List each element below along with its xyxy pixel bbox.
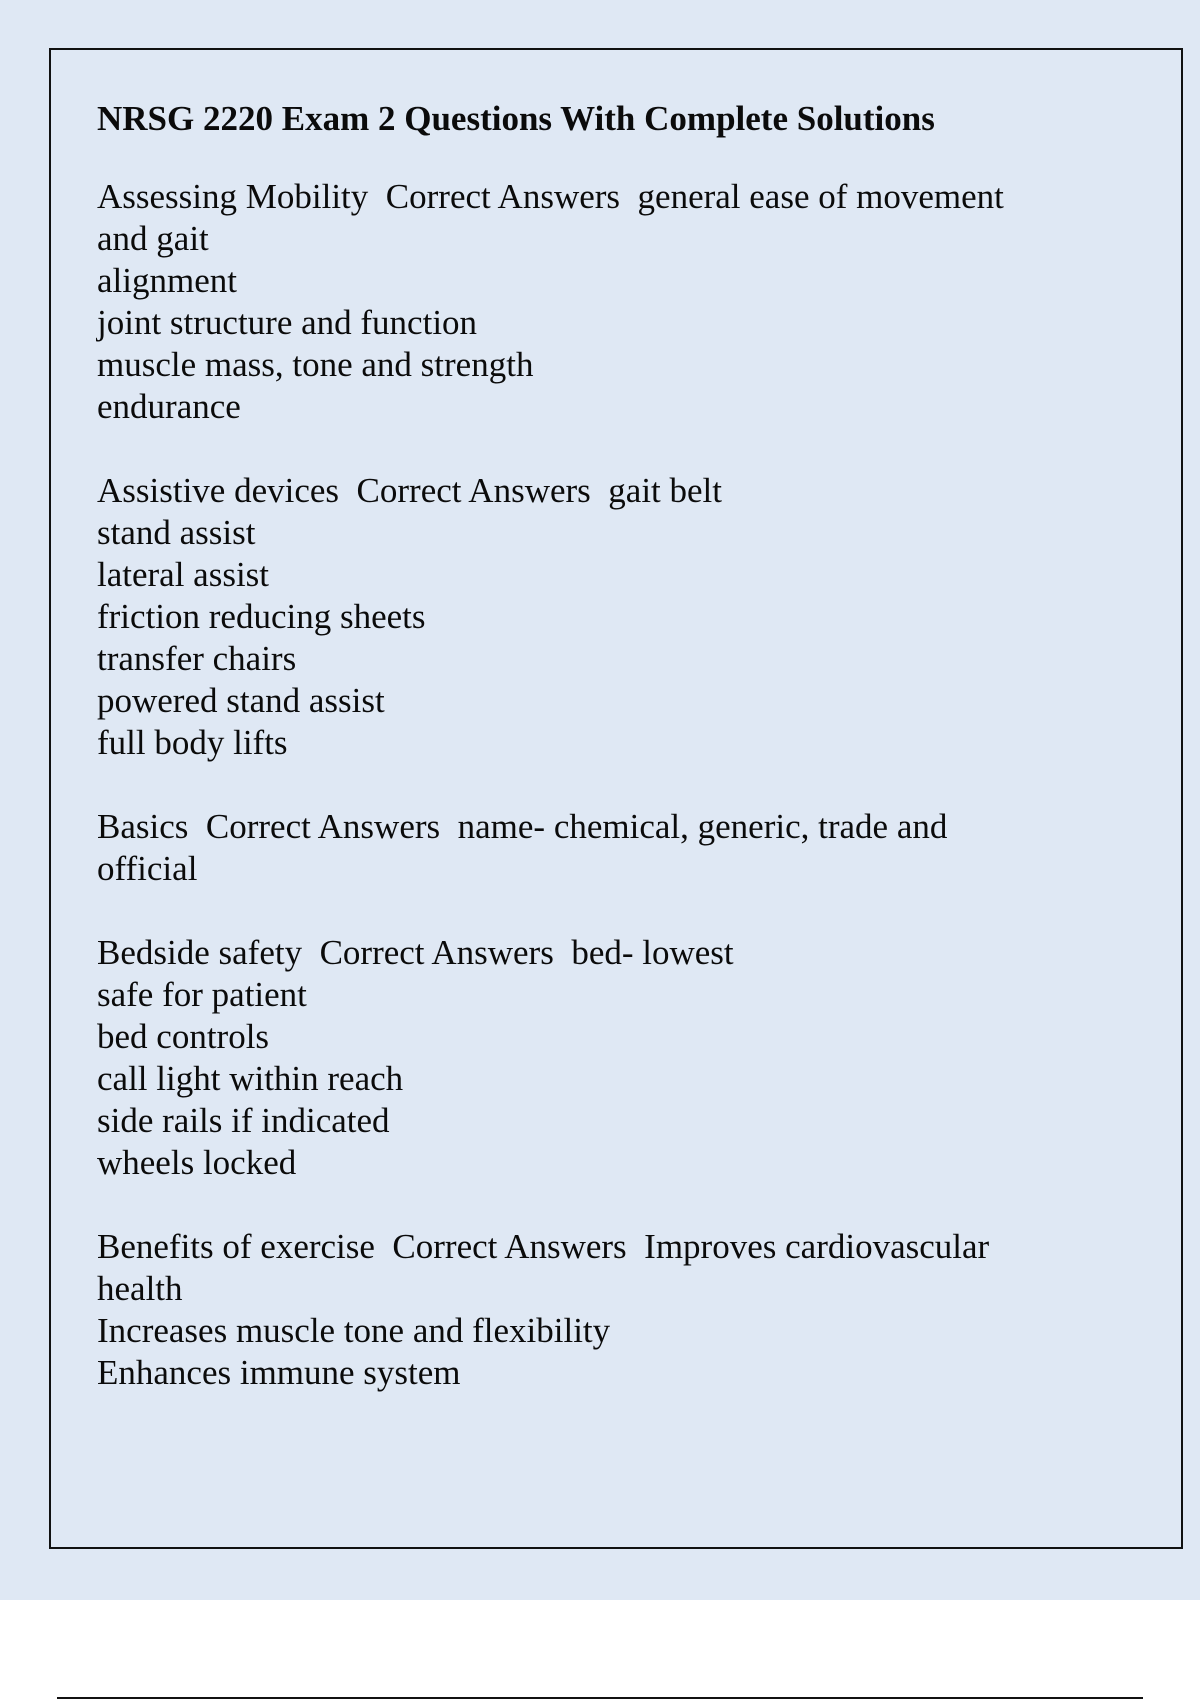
qa-line: official <box>97 849 198 888</box>
qa-line: friction reducing sheets <box>97 597 426 636</box>
qa-line: full body lifts <box>97 723 288 762</box>
document-content <box>97 98 1107 1436</box>
qa-line: stand assist <box>97 513 256 552</box>
qa-entry-basics <box>97 806 1107 890</box>
qa-entry-assistive-devices <box>97 470 1107 764</box>
qa-line: bed controls <box>97 1017 270 1056</box>
qa-line: safe for patient <box>97 975 307 1014</box>
qa-line: endurance <box>97 387 241 426</box>
qa-line: lateral assist <box>97 555 270 594</box>
qa-line: side rails if indicated <box>97 1101 390 1140</box>
qa-line: wheels locked <box>97 1143 297 1182</box>
qa-line: Bedside safety Correct Answers bed- lowest <box>97 933 734 972</box>
qa-line: muscle mass, tone and strength <box>97 345 534 384</box>
qa-line: call light within reach <box>97 1059 404 1098</box>
qa-entry-benefits-of-exercise <box>97 1226 1107 1394</box>
qa-line: Enhances immune system <box>97 1353 461 1392</box>
qa-line: joint structure and function <box>97 303 478 342</box>
qa-entry-bedside-safety <box>97 932 1107 1184</box>
qa-line: powered stand assist <box>97 681 385 720</box>
qa-line: Assessing Mobility Correct Answers general ease of movement <box>97 177 1004 216</box>
qa-line: transfer chairs <box>97 639 297 678</box>
footer-divider <box>57 1697 1143 1699</box>
qa-line: Basics Correct Answers name- chemical, generic, trade and <box>97 807 948 846</box>
qa-line: health <box>97 1269 183 1308</box>
qa-line: Assistive devices Correct Answers gait belt <box>97 471 723 510</box>
qa-line: Increases muscle tone and flexibility <box>97 1311 611 1350</box>
document-title: NRSG 2220 Exam 2 Questions With Complete Solutions <box>97 99 935 138</box>
qa-line: alignment <box>97 261 237 300</box>
qa-entry-assessing-mobility <box>97 176 1107 428</box>
qa-line: and gait <box>97 219 209 258</box>
qa-line: Benefits of exercise Correct Answers Improves cardiovascular <box>97 1227 990 1266</box>
